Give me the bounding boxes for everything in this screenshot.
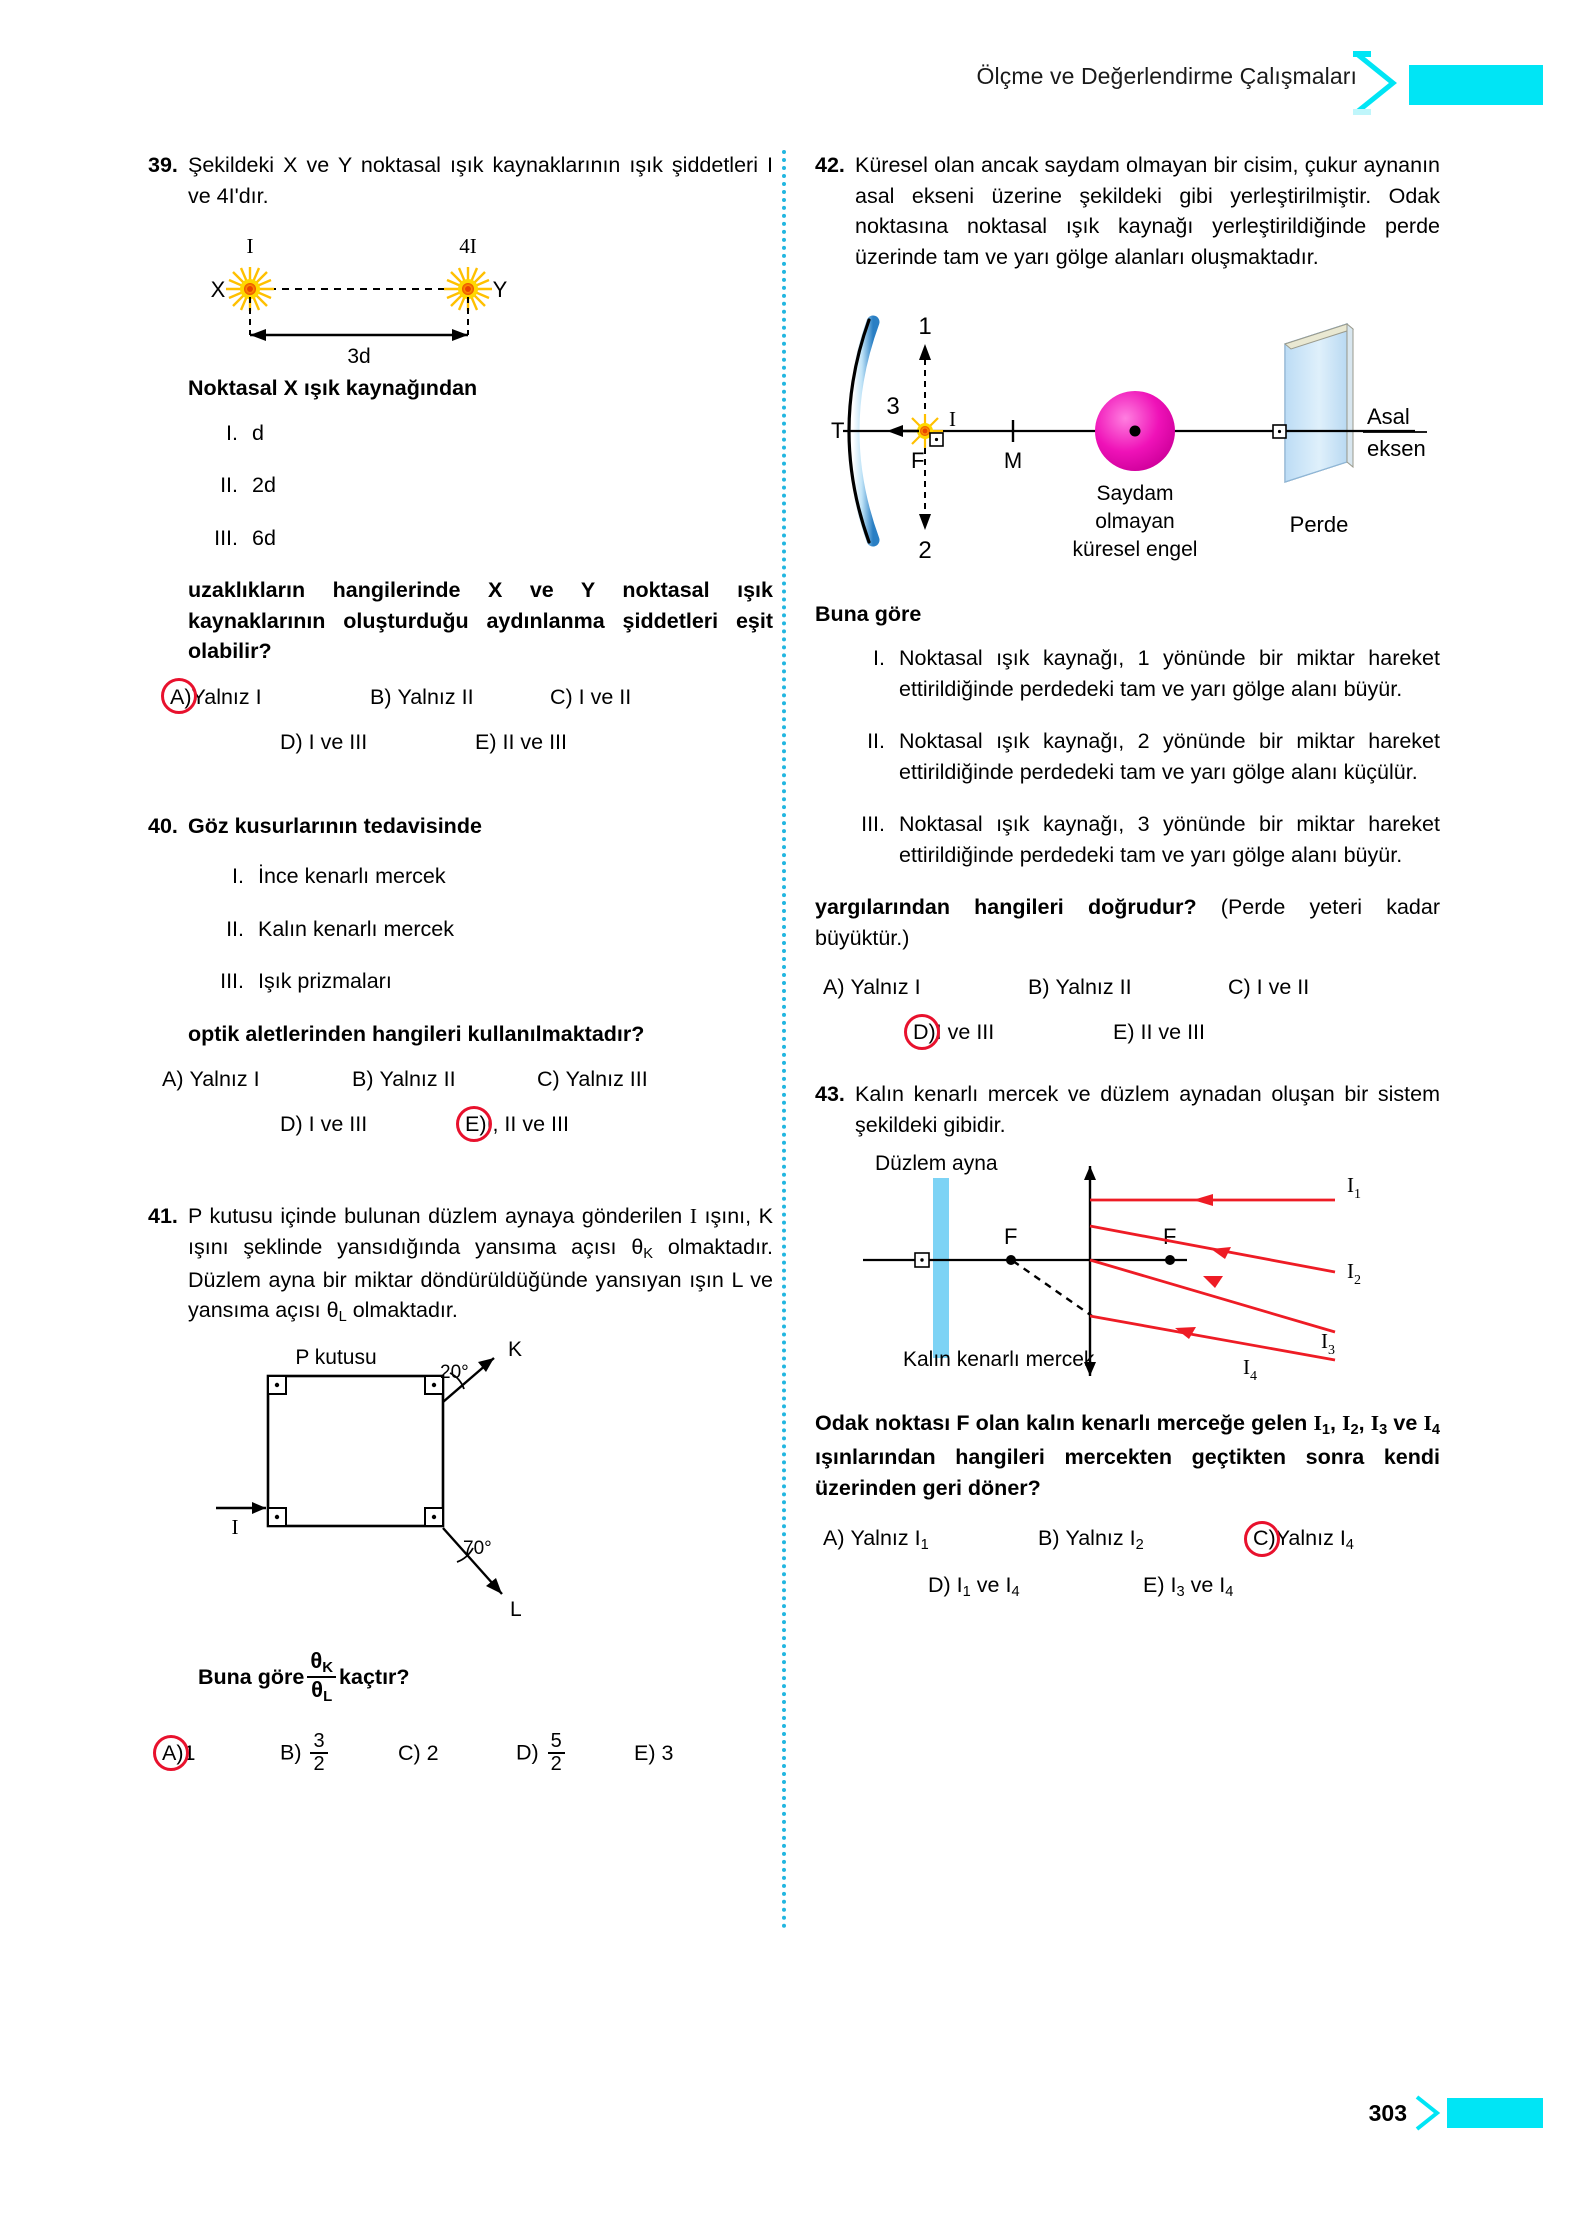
item-label: III. bbox=[220, 969, 244, 994]
q41-figure bbox=[208, 1337, 773, 1632]
option-c[interactable]: C) I ve II bbox=[1228, 975, 1310, 1000]
page-footer bbox=[1369, 2093, 1543, 2133]
item-label: II. bbox=[226, 916, 244, 941]
light-source-y-icon bbox=[444, 267, 492, 311]
q40-stem: Göz kusurlarının tedavisinde bbox=[188, 813, 482, 838]
item-text: 2d bbox=[252, 473, 276, 498]
q42-options bbox=[823, 975, 1440, 1045]
left-column bbox=[148, 150, 773, 1796]
column-divider bbox=[782, 150, 786, 1930]
list-item bbox=[192, 418, 773, 449]
item-text: Kalın kenarlı mercek bbox=[258, 916, 454, 941]
header-title: Ölçme ve Değerlendirme Çalışmaları bbox=[976, 63, 1357, 89]
q41-stem-ray: I bbox=[689, 1204, 697, 1229]
focus-right-point bbox=[1165, 1255, 1175, 1265]
q42-prompt2-rest: (Perde yeteri kadar büyüktür.) bbox=[815, 895, 1441, 950]
q41-theta-l-sub: L bbox=[338, 1309, 347, 1326]
option-d[interactable]: D) $\frac{5}{2}$ bbox=[516, 1732, 634, 1776]
q42-axis-label-1: Asal bbox=[1367, 404, 1410, 430]
list-item bbox=[833, 726, 1440, 787]
item-text: Noktasal ışık kaynağı, 3 yönünde bir miktar hareket ettirildiğinde perdedeki tam ve yarı gölge alanı büyür. bbox=[899, 812, 1440, 867]
q42-obstacle-line3: küresel engel bbox=[1072, 538, 1198, 562]
q42-mirror-label: T bbox=[831, 418, 845, 444]
q39-options bbox=[170, 685, 773, 755]
q41-options bbox=[162, 1729, 773, 1776]
question-39 bbox=[148, 150, 773, 755]
item-text: Işık prizmaları bbox=[258, 969, 392, 994]
q41-stem-c: olmaktadır. Düzlem ayna bir miktar döndürüldüğünde yansıyan ışın L ve yansıma açısı bbox=[188, 1234, 773, 1323]
q39-label-X: X bbox=[210, 277, 226, 303]
q43-prompt: Odak noktası F olan kalın kenarlı merceğe gelen $I_1$, $I_2$, $I_3$ ve $I_4$ ışınlarından hangileri mercekten geçtikten sonra kendi üzerinden geri döner? bbox=[815, 1411, 1440, 1501]
q42-dir-1: 1 bbox=[918, 313, 932, 341]
q43-number: 43. bbox=[815, 1082, 845, 1107]
option-a[interactable]: A) Yalnız I bbox=[162, 1067, 260, 1092]
option-d-fraction: $\frac{5}{2}$ bbox=[548, 1731, 565, 1775]
question-42 bbox=[815, 150, 1440, 1045]
q42-obstacle-line1: Saydam bbox=[1096, 482, 1174, 506]
page-number: 303 bbox=[1368, 2099, 1407, 2126]
q39-number: 39. bbox=[148, 153, 178, 177]
q42-prompt2-bold: yargılarından hangileri doğrudur? bbox=[815, 895, 1197, 920]
q41-theta-k-sub: K bbox=[643, 1245, 654, 1262]
list-item bbox=[833, 809, 1440, 870]
list-item bbox=[192, 523, 773, 554]
question-43 bbox=[815, 1079, 1440, 1600]
q43-mirror-label: Düzlem ayna bbox=[875, 1152, 998, 1176]
ray-label-2: $I_2$ bbox=[1347, 1259, 1361, 1289]
q39-label-Y: Y bbox=[492, 277, 508, 303]
list-item bbox=[833, 643, 1440, 704]
q43-lens-label: Kalın kenarlı mercek bbox=[903, 1348, 1095, 1372]
q43-focus-right: F bbox=[1163, 1224, 1177, 1250]
q39-prompt1: Noktasal X ışık kaynağından bbox=[188, 376, 478, 401]
q41-prompt-after: kaçtır? bbox=[339, 1665, 410, 1690]
q42-focus-label: F bbox=[911, 448, 925, 474]
option-e[interactable]: E) 3 bbox=[634, 1741, 674, 1766]
item-label: I. bbox=[873, 646, 885, 671]
option-b-fraction: $\frac{3}{2}$ bbox=[310, 1731, 327, 1775]
list-item bbox=[192, 914, 773, 945]
item-label: I. bbox=[232, 864, 244, 889]
q42-prompt1: Buna göre bbox=[815, 602, 922, 627]
option-b[interactable]: B) Yalnız II bbox=[1028, 975, 1132, 1000]
q42-obstacle-line2: olmayan bbox=[1095, 510, 1175, 534]
option-b[interactable]: B) Yalnız II bbox=[352, 1067, 456, 1092]
list-item bbox=[192, 470, 773, 501]
item-text: Noktasal ışık kaynağı, 1 yönünde bir miktar hareket ettirildiğinde perdedeki tam ve yarı gölge alanı büyür. bbox=[899, 646, 1440, 701]
q40-prompt2: optik aletlerinden hangileri kullanılmaktadır? bbox=[188, 1021, 645, 1046]
q42-dir-2: 2 bbox=[918, 537, 932, 565]
list-item bbox=[192, 966, 773, 997]
question-41 bbox=[148, 1201, 773, 1775]
footer-chevron-icon bbox=[1411, 2093, 1445, 2133]
q43-figure bbox=[815, 1148, 1440, 1398]
q41-stem-b: ışını, K ışını şeklinde yansıdığında yansıma açısı bbox=[188, 1204, 774, 1259]
q41-ray-in: I bbox=[231, 1514, 239, 1539]
page-header bbox=[0, 58, 1583, 114]
option-c[interactable]: C) Yalnız III bbox=[537, 1067, 648, 1092]
ray-label-1: $I_1$ bbox=[1347, 1173, 1361, 1203]
question-40 bbox=[148, 811, 773, 1138]
q39-label-I: I bbox=[246, 234, 254, 259]
q42-center-label: M bbox=[1003, 448, 1023, 474]
q42-source-label: I bbox=[949, 407, 956, 432]
q39-items bbox=[192, 418, 773, 554]
item-label: II. bbox=[867, 729, 885, 754]
q41-ray-k: K bbox=[508, 1337, 523, 1361]
q42-dir-3: 3 bbox=[886, 393, 900, 421]
item-text: d bbox=[252, 420, 264, 445]
ray-label-3: $I_3$ bbox=[1321, 1329, 1335, 1359]
q41-angle-l: 70° bbox=[463, 1537, 492, 1559]
item-label: I. bbox=[226, 420, 238, 445]
option-a[interactable]: A)Yalnız I bbox=[170, 685, 370, 710]
list-item bbox=[192, 861, 773, 892]
q43-options bbox=[823, 1526, 1440, 1600]
q41-ray-l: L bbox=[510, 1597, 522, 1621]
option-e[interactable]: E) II ve III bbox=[1113, 1020, 1206, 1045]
q42-number: 42. bbox=[815, 153, 845, 177]
q42-figure bbox=[815, 286, 1440, 596]
item-text: 6d bbox=[252, 525, 276, 550]
light-source-x-icon bbox=[226, 267, 274, 311]
item-text: Noktasal ışık kaynağı, 2 yönünde bir miktar hareket ettirildiğinde perdedeki tam ve yarı gölge alanı küçülür. bbox=[899, 729, 1440, 784]
q39-prompt2: uzaklıkların hangilerinde X ve Y noktasal ışık kaynaklarının oluşturduğu aydınlanma şiddetleri eşit olabilir? bbox=[188, 578, 773, 664]
item-label: III. bbox=[214, 525, 238, 550]
option-e[interactable]: E)I, II ve III bbox=[465, 1112, 569, 1137]
option-d[interactable]: D) I ve III bbox=[280, 1112, 368, 1137]
option-d[interactable]: D) I ve III bbox=[280, 729, 368, 754]
option-d[interactable]: D)I ve III bbox=[913, 1020, 1113, 1045]
option-c[interactable]: C) 2 bbox=[398, 1741, 439, 1766]
q41-angle-k: 20° bbox=[440, 1361, 469, 1383]
ray-label-4: $I_4$ bbox=[1243, 1355, 1257, 1385]
q42-items bbox=[833, 643, 1440, 870]
q41-box-label: P kutusu bbox=[295, 1345, 377, 1369]
q41-prompt-before: Buna göre bbox=[198, 1665, 305, 1690]
q39-figure bbox=[168, 227, 773, 367]
q40-items bbox=[192, 861, 773, 997]
q40-number: 40. bbox=[148, 813, 178, 838]
q39-stem: Şekildeki X ve Y noktasal ışık kaynaklarının ışık şiddetleri I ve 4I'dır. bbox=[188, 153, 773, 208]
q41-ratio-fraction: $\frac{\theta_K}{\theta_L}$ bbox=[307, 1649, 336, 1705]
option-c[interactable]: C)Yalnız $I_4$ bbox=[1253, 1526, 1354, 1554]
option-b[interactable]: B) Yalnız II bbox=[370, 684, 474, 709]
option-b[interactable]: B) $\frac{3}{2}$ bbox=[280, 1732, 398, 1776]
right-column bbox=[815, 150, 1440, 1621]
option-d[interactable]: D) $I_1$ ve $I_4$ bbox=[928, 1573, 1020, 1601]
q42-screen-label: Perde bbox=[1289, 512, 1349, 538]
header-accent-bar bbox=[1409, 65, 1543, 105]
q41-stem-a: P kutusu içinde bulunan düzlem aynaya gönderilen bbox=[188, 1204, 690, 1229]
q42-stem: Küresel olan ancak saydam olmayan bir cisim, çukur aynanın asal ekseni üzerine şekildeki gibi yerleştirilmiştir. Odak noktasına noktasal ışık kaynağı yerleştirildiğinde perde üzerinde tam ve yarı gölge alanları oluşmaktadır. bbox=[855, 153, 1440, 269]
item-text: İnce kenarlı mercek bbox=[258, 864, 446, 889]
q43-stem: Kalın kenarlı mercek ve düzlem aynadan oluşan bir sistem şekildeki gibidir. bbox=[855, 1082, 1440, 1137]
q41-number: 41. bbox=[148, 1204, 178, 1229]
option-e[interactable]: E) II ve III bbox=[475, 729, 568, 754]
q39-label-4I: 4I bbox=[459, 234, 477, 259]
q41-theta-k: θ bbox=[631, 1234, 644, 1259]
option-a[interactable]: A)1 bbox=[162, 1741, 280, 1766]
q39-distance-label: 3d bbox=[347, 345, 371, 369]
q42-prompt2 bbox=[815, 892, 1440, 953]
item-label: III. bbox=[861, 812, 885, 837]
option-e[interactable]: E) $I_3$ ve $I_4$ bbox=[1143, 1573, 1234, 1601]
q41-prompt bbox=[198, 1647, 773, 1706]
q42-axis-label-2: eksen bbox=[1367, 436, 1426, 462]
option-a[interactable]: A) Yalnız I bbox=[823, 975, 921, 1000]
q40-options bbox=[162, 1067, 773, 1137]
plane-mirror bbox=[933, 1178, 949, 1358]
option-c[interactable]: C) I ve II bbox=[550, 684, 632, 709]
q41-stem-d: olmaktadır. bbox=[346, 1298, 458, 1323]
q41-theta-l: θ bbox=[326, 1298, 339, 1323]
header-chevron-icon bbox=[1353, 48, 1413, 118]
item-label: II. bbox=[220, 473, 238, 498]
option-a[interactable]: A) Yalnız $I_1$ bbox=[823, 1526, 929, 1554]
q43-focus-left: F bbox=[1004, 1224, 1018, 1250]
ray-arrowheads bbox=[1175, 1194, 1231, 1339]
option-b[interactable]: B) Yalnız $I_2$ bbox=[1038, 1526, 1144, 1554]
footer-accent-bar bbox=[1447, 2098, 1543, 2128]
q41-stem bbox=[188, 1201, 773, 1328]
